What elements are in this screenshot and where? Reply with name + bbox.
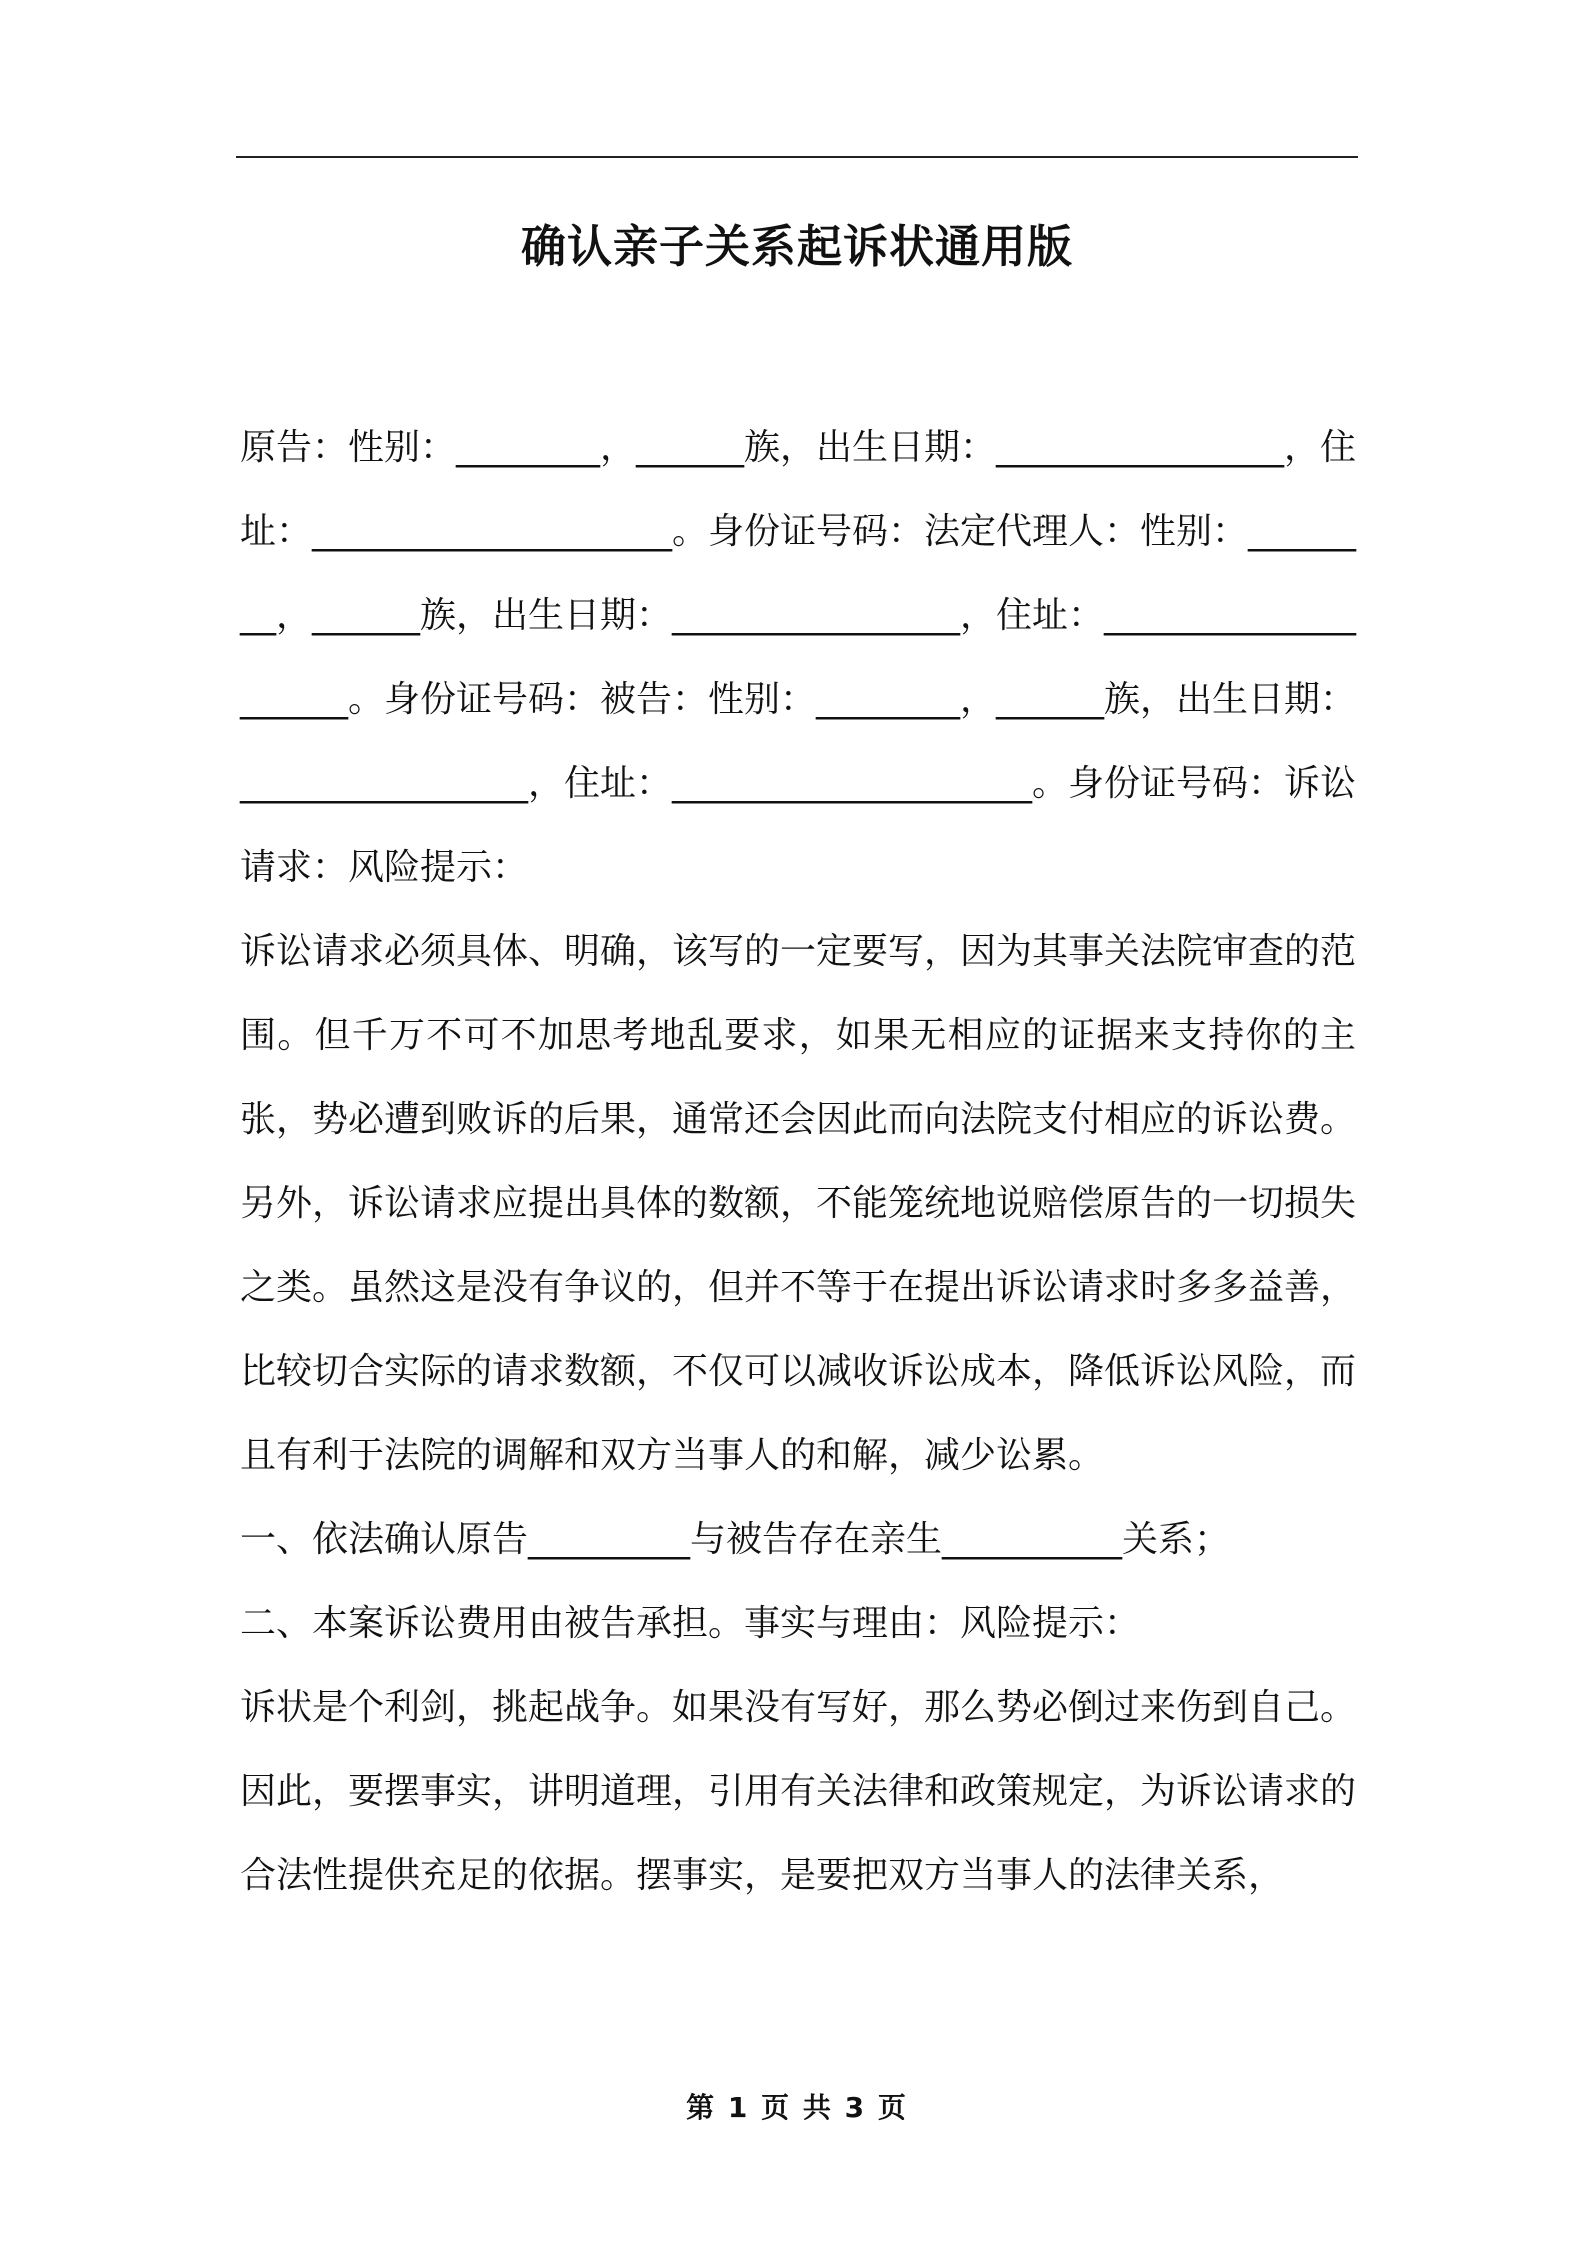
- paragraph-parties: 原告：性别：________，______族，出生日期：________________，住址：____________________。身份证号码：法定代理人：性别：________，______族，出生日期：________________，住址：____________________。身份证号码：被告：性别：________，______族，出生日期：________________，住址：____________________。身份证号码：诉讼请求：风险提示：: [240, 427, 1357, 888]
- document-body: [240, 406, 1356, 1918]
- page-number: 第 1 页 共 3 页: [686, 2091, 908, 2124]
- paragraph-claims-note: 诉讼请求必须具体、明确，该写的一定要写，因为其事关法院审查的范围。但千万不可不加思考地乱要求，如果无相应的证据来支持你的主张，势必遭到败诉的后果，通常还会因此而向法院支付相应的诉讼费。: [240, 931, 1357, 1140]
- paragraph-facts-reasons: 因此，要摆事实，讲明道理，引用有关法律和政策规定，为诉讼请求的合法性提供充足的依据。摆事实，是要把双方当事人的法律关系，: [240, 1771, 1357, 1896]
- paragraph-claims-amount: 另外，诉讼请求应提出具体的数额，不能笼统地说赔偿原告的一切损失之类。虽然这是没有争议的，但并不等于在提出诉讼请求时多多益善，比较切合实际的请求数额，不仅可以减收诉讼成本，降低诉讼风险，而且有利于法院的调解和双方当事人的和解，减少讼累。: [240, 1183, 1357, 1476]
- paragraph-claim-one: 一、依法确认原告_________与被告存在亲生__________关系；: [240, 1519, 1231, 1560]
- header-rule: [236, 156, 1358, 158]
- paragraph-complaint-note: 诉状是个利剑，挑起战争。如果没有写好，那么势必倒过来伤到自己。: [240, 1687, 1357, 1728]
- paragraph-claim-two: 二、本案诉讼费用由被告承担。事实与理由：风险提示：: [240, 1603, 1141, 1644]
- document-title: 确认亲子关系起诉状通用版: [520, 220, 1073, 273]
